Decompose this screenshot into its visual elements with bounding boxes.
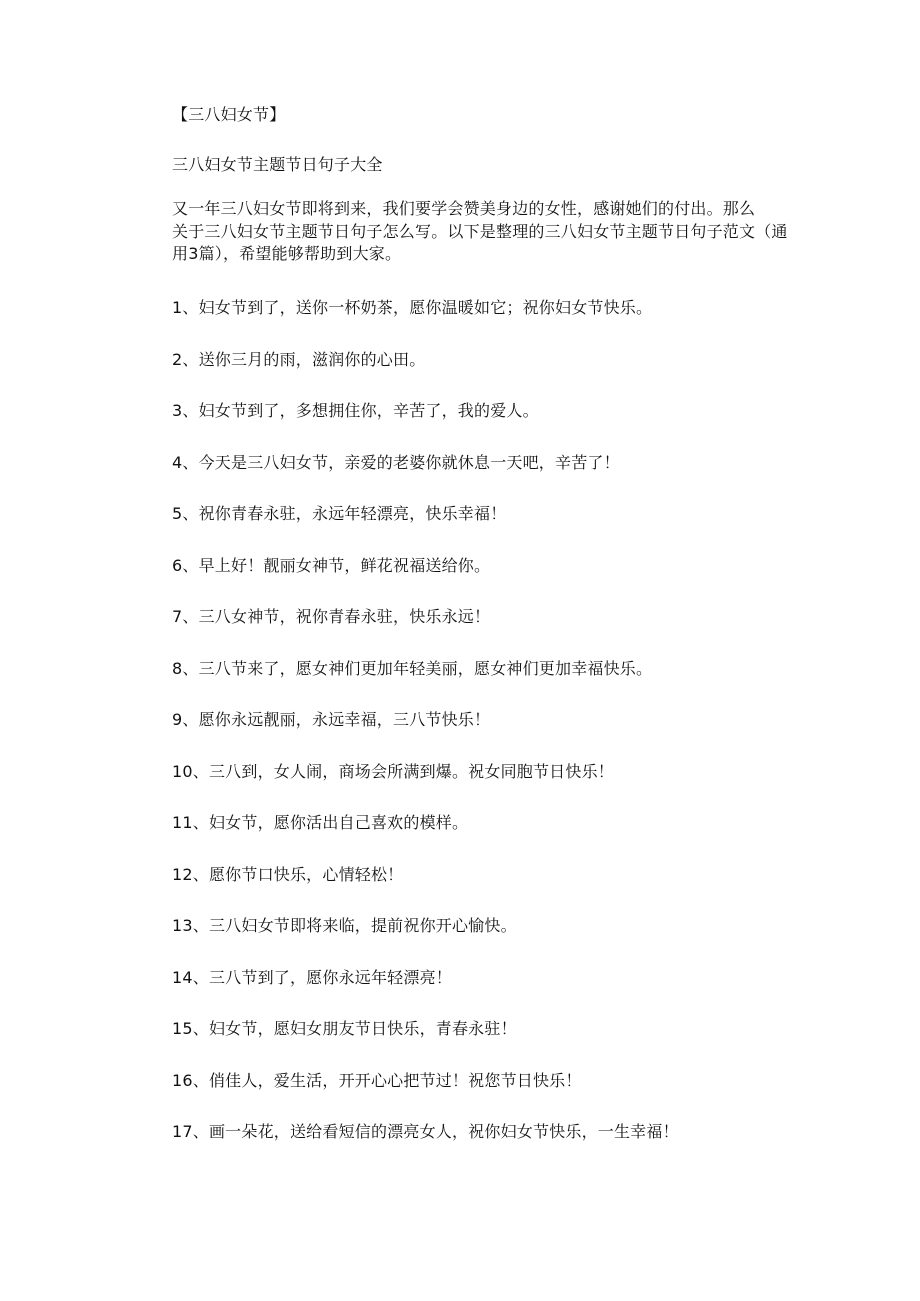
item-number: 14 xyxy=(172,968,193,987)
item-number: 9 xyxy=(172,710,183,729)
item-number: 4 xyxy=(172,453,183,472)
item-number: 17 xyxy=(172,1122,193,1141)
item-text: 俏佳人，爱生活，开开心心把节过！祝您节日快乐！ xyxy=(208,1071,582,1090)
item-text: 三八节来了，愿女神们更加年轻美丽，愿女神们更加幸福快乐。 xyxy=(198,659,653,678)
item-number: 2 xyxy=(172,350,183,369)
item-number: 5 xyxy=(172,504,183,523)
list-item xyxy=(172,606,490,628)
list-item xyxy=(172,349,425,371)
intro-line: 用3篇），希望能够帮助到大家。 xyxy=(172,244,402,263)
item-separator: 、 xyxy=(182,401,199,420)
item-text: 愿你节口快乐，心情轻松！ xyxy=(208,865,404,884)
item-separator: 、 xyxy=(182,659,199,678)
item-text: 妇女节，愿妇女朋友节日快乐，青春永驻！ xyxy=(208,1019,517,1038)
item-text: 三八女神节，祝你青春永驻，快乐永远！ xyxy=(198,607,491,626)
item-separator: 、 xyxy=(192,865,209,884)
item-separator: 、 xyxy=(182,556,199,575)
item-separator: 、 xyxy=(192,1122,209,1141)
list-item xyxy=(172,1121,679,1143)
item-number: 11 xyxy=(172,813,193,832)
item-number: 7 xyxy=(172,607,183,626)
item-text: 送你三月的雨，滋润你的心田。 xyxy=(198,350,426,369)
item-separator: 、 xyxy=(192,762,209,781)
item-number: 1 xyxy=(172,298,183,317)
item-number: 6 xyxy=(172,556,183,575)
document-subtitle: 三八妇女节主题节日句子大全 xyxy=(172,155,383,174)
item-separator: 、 xyxy=(182,504,199,523)
item-text: 愿你永远靓丽，永远幸福，三八节快乐！ xyxy=(198,710,491,729)
list-item xyxy=(172,658,652,680)
item-number: 3 xyxy=(172,401,183,420)
item-number: 10 xyxy=(172,762,193,781)
item-text: 祝你青春永驻，永远年轻漂亮，快乐幸福！ xyxy=(198,504,507,523)
item-separator: 、 xyxy=(192,968,209,987)
item-number: 16 xyxy=(172,1071,193,1090)
intro-line: 关于三八妇女节主题节日句子怎么写。以下是整理的三八妇女节主题节日句子范文（通 xyxy=(172,221,788,241)
item-text: 三八妇女节即将来临，提前祝你开心愉快。 xyxy=(208,916,517,935)
item-text: 三八节到了，愿你永远年轻漂亮！ xyxy=(208,968,452,987)
item-separator: 、 xyxy=(182,607,199,626)
intro-paragraph xyxy=(172,198,788,266)
item-number: 12 xyxy=(172,865,193,884)
item-separator: 、 xyxy=(182,710,199,729)
item-separator: 、 xyxy=(192,916,209,935)
item-text: 早上好！靓丽女神节，鲜花祝福送给你。 xyxy=(198,556,491,575)
list-item xyxy=(172,812,468,834)
item-number: 8 xyxy=(172,659,183,678)
list-item xyxy=(172,555,490,577)
item-text: 妇女节到了，送你一杯奶茶，愿你温暖如它；祝你妇女节快乐。 xyxy=(198,298,653,317)
item-number: 15 xyxy=(172,1019,193,1038)
list-item xyxy=(172,864,403,886)
list-item xyxy=(172,967,452,989)
document-tag: 【三八妇女节】 xyxy=(172,105,286,124)
list-item xyxy=(172,297,652,319)
item-text: 妇女节，愿你活出自己喜欢的模样。 xyxy=(208,813,469,832)
list-item xyxy=(172,915,517,937)
list-item xyxy=(172,452,620,474)
intro-line: 又一年三八妇女节即将到来，我们要学会赞美身边的女性，感谢她们的付出。那么 xyxy=(172,199,756,218)
item-text: 画一朵花，送给看短信的漂亮女人，祝你妇女节快乐，一生幸福！ xyxy=(208,1122,679,1141)
item-text: 妇女节到了，多想拥住你，辛苦了，我的爱人。 xyxy=(198,401,539,420)
list-item xyxy=(172,761,614,783)
list-item xyxy=(172,1018,517,1040)
item-text: 今天是三八妇女节，亲爱的老婆你就休息一天吧，辛苦了！ xyxy=(198,453,620,472)
item-text: 三八到，女人闹，商场会所满到爆。祝女同胞节日快乐！ xyxy=(208,762,614,781)
item-separator: 、 xyxy=(192,1019,209,1038)
item-separator: 、 xyxy=(182,453,199,472)
item-separator: 、 xyxy=(182,350,199,369)
item-separator: 、 xyxy=(192,813,209,832)
item-separator: 、 xyxy=(182,298,199,317)
list-item xyxy=(172,709,490,731)
list-item xyxy=(172,1070,582,1092)
list-item xyxy=(172,503,506,525)
item-number: 13 xyxy=(172,916,193,935)
item-separator: 、 xyxy=(192,1071,209,1090)
list-item xyxy=(172,400,539,422)
